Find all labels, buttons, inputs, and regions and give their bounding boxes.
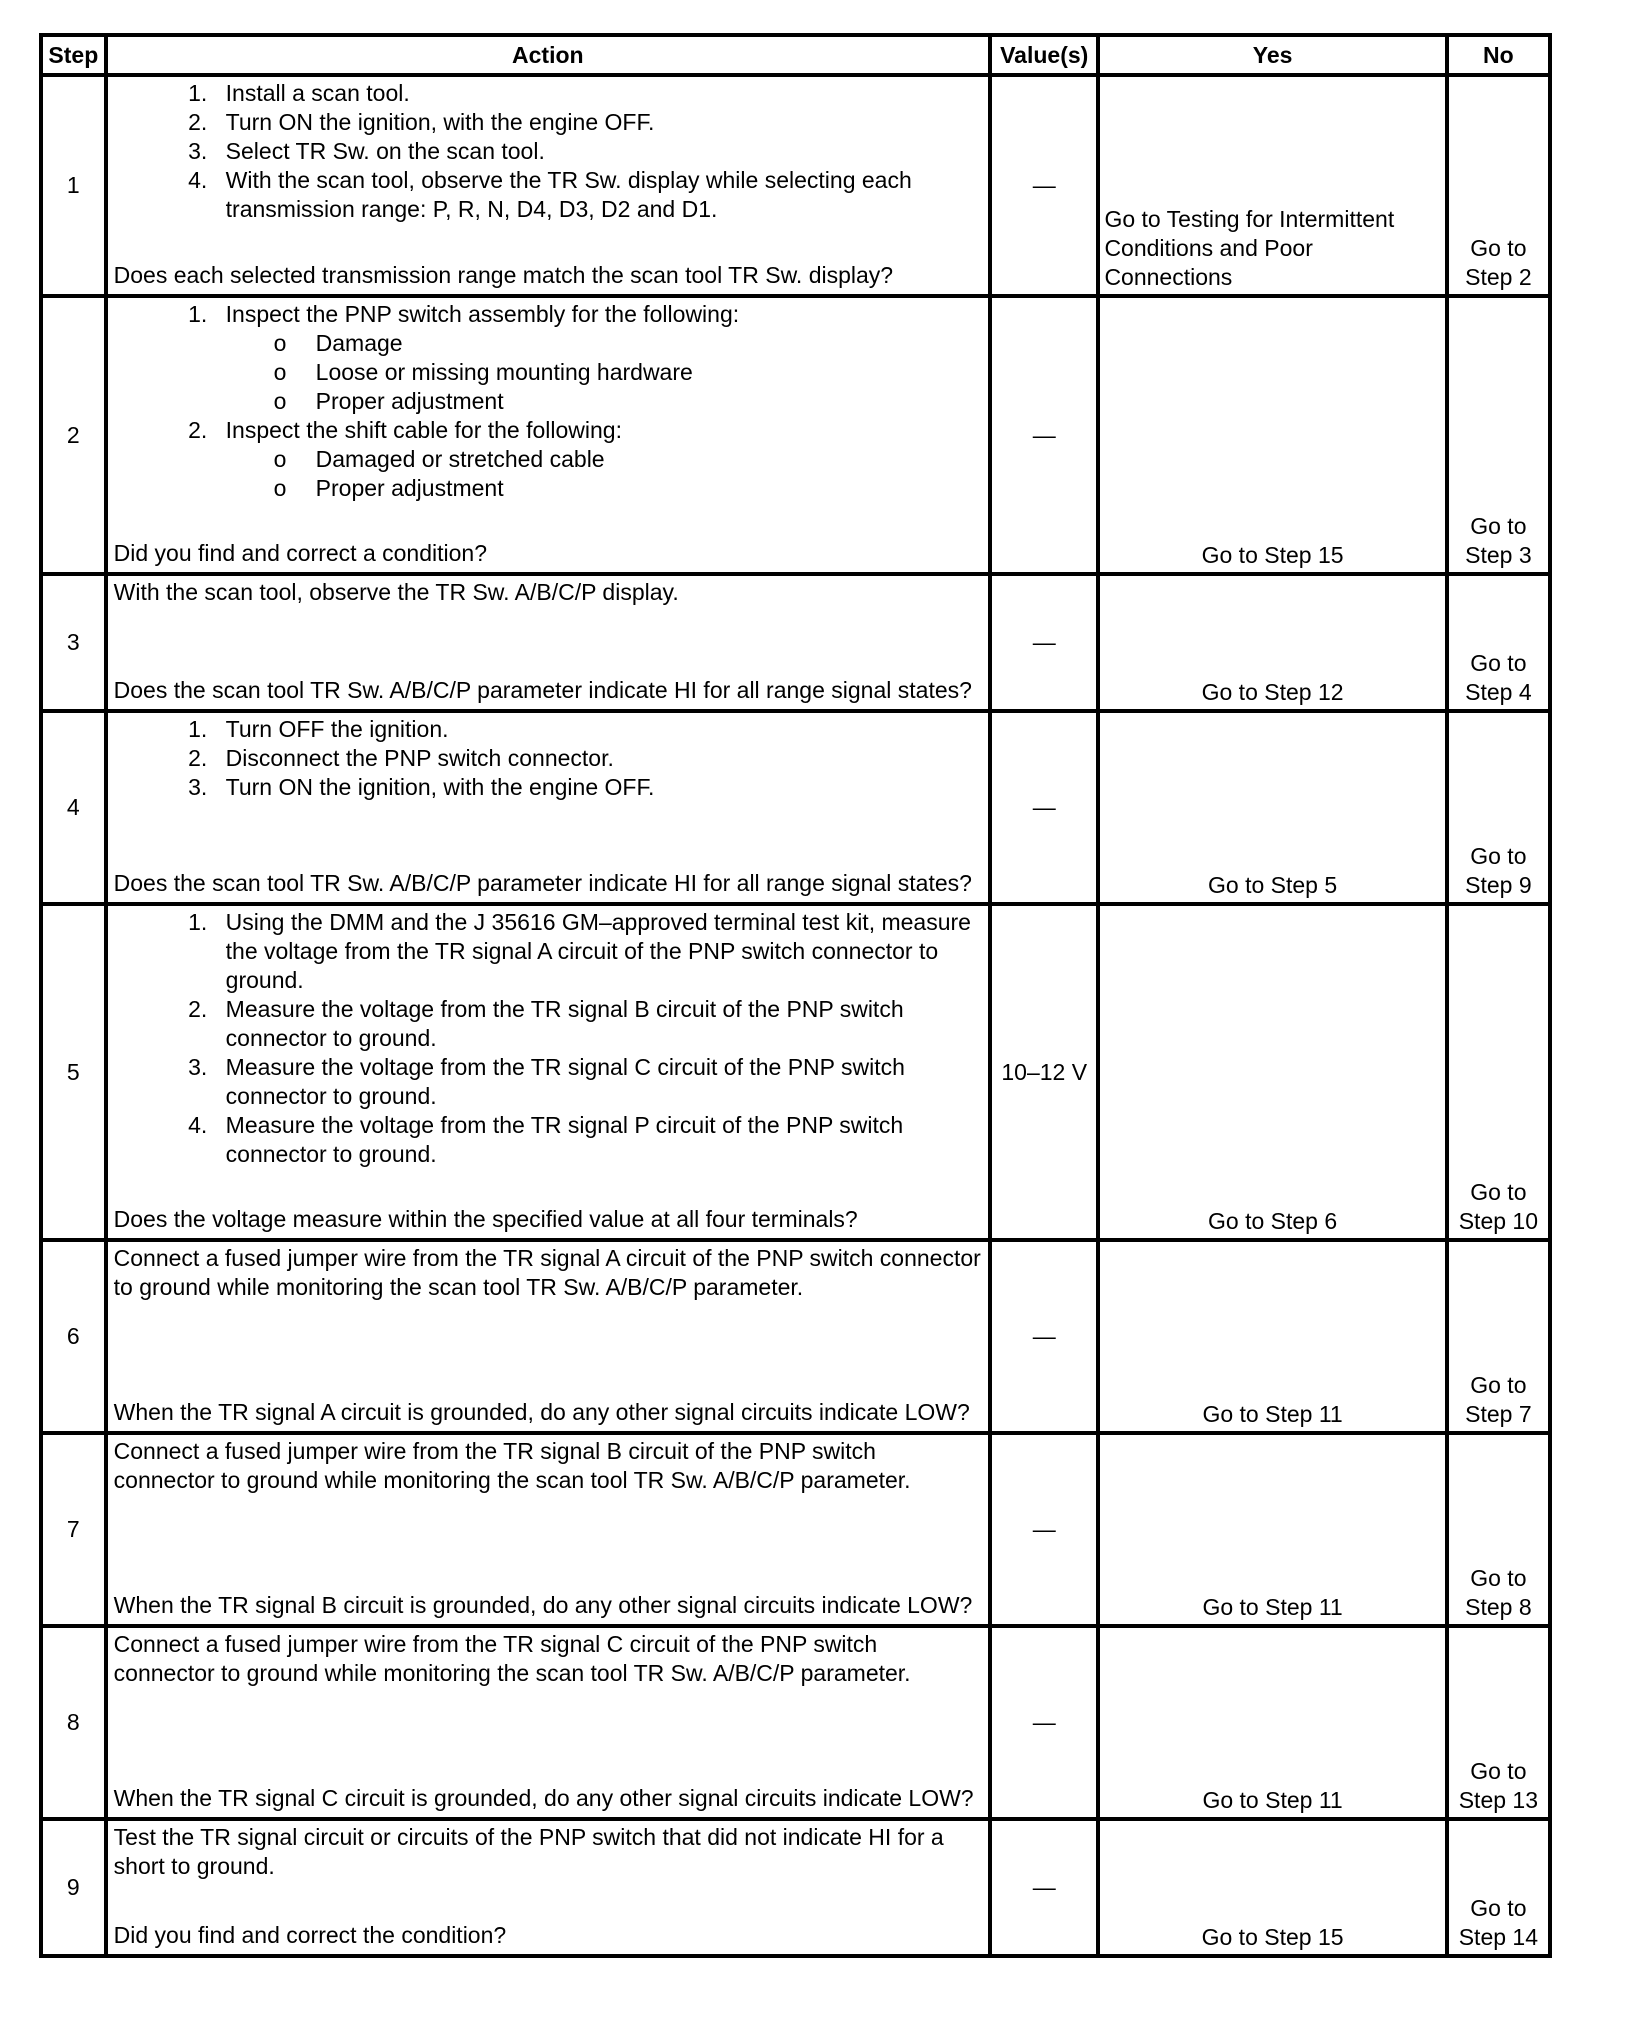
action-cell: [106, 75, 990, 296]
action-step: 2. Disconnect the PNP switch connector.: [214, 744, 982, 773]
action-step: [214, 416, 982, 503]
action-cell: [106, 1240, 990, 1433]
yes-cell: Go to Step 11: [1098, 1626, 1446, 1819]
action-cell: [106, 1819, 990, 1956]
header-action: Action: [106, 35, 990, 75]
action-steps: [114, 715, 982, 802]
action-instruction: Connect a fused jumper wire from the TR signal B circuit of the PNP switch connector to ground while monitoring the scan tool TR Sw. A/B/C/P parameter.: [113, 1438, 911, 1493]
action-steps: [114, 79, 982, 224]
action-step: 1. Using the DMM and the J 35616 GM–approved terminal test kit, measure the voltage from the TR signal A circuit of the PNP switch connector to ground.: [214, 908, 982, 995]
action-step: 4. With the scan tool, observe the TR Sw. display while selecting each transmission range: P, R, N, D4, D3, D2 and D1.: [214, 166, 982, 224]
sub-item: o Damage: [316, 329, 982, 358]
yes-cell: Go to Step 5: [1098, 711, 1446, 904]
header-yes: Yes: [1098, 35, 1446, 75]
action-cell: [106, 1626, 990, 1819]
no-cell: Go to Step 2: [1447, 75, 1550, 296]
value-cell: —: [990, 1240, 1098, 1433]
sub-item: o Loose or missing mounting hardware: [316, 358, 982, 387]
action-step: 4. Measure the voltage from the TR signal P circuit of the PNP switch connector to ground.: [214, 1111, 982, 1169]
action-step: 3. Measure the voltage from the TR signal C circuit of the PNP switch connector to ground.: [214, 1053, 982, 1111]
action-question: When the TR signal A circuit is grounded, do any other signal circuits indicate LOW?: [113, 1399, 970, 1425]
no-cell: Go to Step 10: [1447, 904, 1550, 1240]
step-number: 3: [41, 574, 106, 711]
step-number: 6: [41, 1240, 106, 1433]
no-cell: Go to Step 9: [1447, 711, 1550, 904]
sub-item: o Proper adjustment: [316, 474, 982, 503]
sub-item: o Proper adjustment: [316, 387, 982, 416]
no-cell: Go to Step 4: [1447, 574, 1550, 711]
yes-cell: Go to Step 11: [1098, 1240, 1446, 1433]
no-cell: Go to Step 3: [1447, 296, 1550, 574]
table-row: [41, 1819, 1550, 1956]
table-row: [41, 1240, 1550, 1433]
action-cell: [106, 1433, 990, 1626]
action-question: When the TR signal B circuit is grounded, do any other signal circuits indicate LOW?: [113, 1592, 973, 1618]
value-cell: —: [990, 1626, 1098, 1819]
action-instruction: Connect a fused jumper wire from the TR signal C circuit of the PNP switch connector to ground while monitoring the scan tool TR Sw. A/B/C/P parameter.: [113, 1631, 911, 1686]
step-number: 9: [41, 1819, 106, 1956]
action-steps: [114, 908, 982, 1169]
header-row: [41, 35, 1550, 75]
action-step: 3. Turn ON the ignition, with the engine OFF.: [214, 773, 982, 802]
value-cell: —: [990, 711, 1098, 904]
value-cell: —: [990, 1433, 1098, 1626]
action-cell: [106, 574, 990, 711]
header-no: No: [1447, 35, 1550, 75]
table-row: [41, 296, 1550, 574]
action-question: Does the scan tool TR Sw. A/B/C/P parameter indicate HI for all range signal states?: [113, 677, 972, 703]
diagnostic-table: [39, 33, 1552, 1958]
action-instruction: Test the TR signal circuit or circuits of the PNP switch that did not indicate HI for a short to ground.: [113, 1824, 944, 1879]
action-step-text: Inspect the PNP switch assembly for the following:: [225, 301, 740, 327]
action-instruction: Connect a fused jumper wire from the TR signal A circuit of the PNP switch connector to ground while monitoring the scan tool TR Sw. A/B/C/P parameter.: [113, 1245, 981, 1300]
value-cell: —: [990, 1819, 1098, 1956]
action-steps: [114, 300, 982, 503]
action-question: Did you find and correct a condition?: [113, 540, 487, 566]
table-row: [41, 574, 1550, 711]
value-cell: —: [990, 574, 1098, 711]
action-cell: [106, 296, 990, 574]
action-step: 1. Turn OFF the ignition.: [214, 715, 982, 744]
sub-item: o Damaged or stretched cable: [316, 445, 982, 474]
action-step: 2. Measure the voltage from the TR signal B circuit of the PNP switch connector to ground.: [214, 995, 982, 1053]
yes-cell: Go to Step 11: [1098, 1433, 1446, 1626]
table-row: [41, 904, 1550, 1240]
table-row: [41, 1626, 1550, 1819]
action-question: Does each selected transmission range match the scan tool TR Sw. display?: [113, 262, 894, 288]
no-cell: Go to Step 7: [1447, 1240, 1550, 1433]
step-number: 8: [41, 1626, 106, 1819]
no-cell: Go to Step 14: [1447, 1819, 1550, 1956]
table-row: [41, 75, 1550, 296]
table-row: [41, 1433, 1550, 1626]
header-step: Step: [41, 35, 106, 75]
action-step-text: Inspect the shift cable for the following:: [225, 417, 622, 443]
action-cell: [106, 904, 990, 1240]
action-cell: [106, 711, 990, 904]
header-values: Value(s): [990, 35, 1098, 75]
sub-list: [226, 329, 982, 416]
value-cell: —: [990, 75, 1098, 296]
value-cell: 10–12 V: [990, 904, 1098, 1240]
step-number: 2: [41, 296, 106, 574]
yes-cell: Go to Step 15: [1098, 1819, 1446, 1956]
sub-list: [226, 445, 982, 503]
action-step: 3. Select TR Sw. on the scan tool.: [214, 137, 982, 166]
step-number: 4: [41, 711, 106, 904]
step-number: 5: [41, 904, 106, 1240]
action-question: Did you find and correct the condition?: [113, 1922, 507, 1948]
action-question: Does the scan tool TR Sw. A/B/C/P parameter indicate HI for all range signal states?: [113, 870, 972, 896]
yes-cell: Go to Testing for Intermittent Conditions and Poor Connections: [1098, 75, 1446, 296]
value-cell: —: [990, 296, 1098, 574]
no-cell: Go to Step 13: [1447, 1626, 1550, 1819]
action-question: Does the voltage measure within the specified value at all four terminals?: [113, 1206, 858, 1232]
yes-cell: Go to Step 6: [1098, 904, 1446, 1240]
action-step: 2. Turn ON the ignition, with the engine OFF.: [214, 108, 982, 137]
step-number: 7: [41, 1433, 106, 1626]
no-cell: Go to Step 8: [1447, 1433, 1550, 1626]
table-row: [41, 711, 1550, 904]
yes-cell: Go to Step 15: [1098, 296, 1446, 574]
action-instruction: With the scan tool, observe the TR Sw. A/B/C/P display.: [113, 579, 679, 605]
action-step: [214, 300, 982, 416]
yes-cell: Go to Step 12: [1098, 574, 1446, 711]
action-step: 1. Install a scan tool.: [214, 79, 982, 108]
action-question: When the TR signal C circuit is grounded, do any other signal circuits indicate LOW?: [113, 1785, 974, 1811]
step-number: 1: [41, 75, 106, 296]
